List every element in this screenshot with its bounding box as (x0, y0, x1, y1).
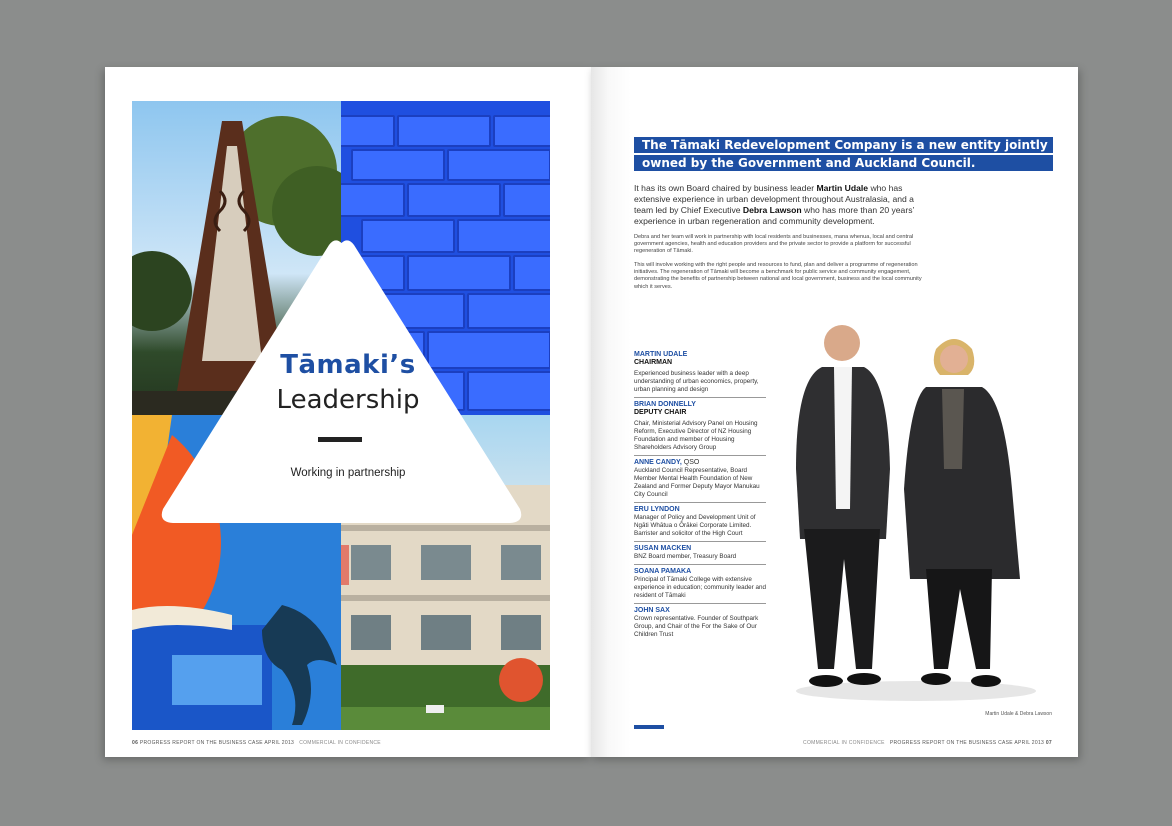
member-name: ANNE CANDY, QSO (634, 459, 700, 466)
intro-text-3: who has more than 20 years’ experience in urban regeneration and community development. (634, 205, 915, 226)
member-description: Crown representative. Founder of Southpark Group, and Chair of the For the Sake of Our Children Trust (634, 615, 759, 638)
board-members-list (634, 351, 766, 645)
photo-caption: Martin Udale & Debra Lawson (985, 711, 1052, 717)
member-item (634, 351, 766, 398)
member-role: DEPUTY CHAIR (634, 409, 687, 416)
title-divider (318, 437, 362, 442)
member-description: Experienced business leader with a deep understanding of urban economics, property, urban planning and design (634, 370, 759, 393)
right-page-number: 07 (1045, 740, 1052, 746)
left-page (105, 67, 591, 757)
member-name: BRIAN DONNELLY (634, 401, 696, 408)
intro-paragraph (634, 183, 924, 227)
member-role: CHAIRMAN (634, 359, 673, 366)
member-description: Manager of Policy and Development Unit of Ngāti Whātua o Ōrākei Corporate Limited. Barrister and solicitor of the High Court (634, 514, 756, 537)
intro-text-1: It has its own Board chaired by business leader (634, 183, 817, 193)
intro-text-2: who has extensive experience in urban development throughout Australasia, and a team led by Chief Executive (634, 183, 914, 215)
member-name: MARTIN UDALE (634, 351, 688, 358)
member-item (634, 568, 766, 604)
right-footer-report: PROGRESS REPORT ON THE BUSINESS CASE APRIL 2013 (889, 740, 1045, 746)
page-title-line1: Tāmaki’s (280, 350, 416, 380)
intro-name-ceo: Debra Lawson (742, 205, 802, 215)
page-title-line2: Leadership (276, 385, 420, 415)
member-item (634, 459, 766, 503)
headline-banner-line1: The Tāmaki Redevelopment Company is a new entity jointly (634, 137, 1053, 153)
intro-name-chair: Martin Udale (816, 183, 869, 193)
right-page (591, 67, 1078, 757)
member-item (634, 607, 766, 642)
member-description: BNZ Board member, Treasury Board (634, 553, 737, 560)
title-triangle (158, 237, 525, 525)
member-description: Auckland Council Representative, Board Member Mental Health Foundation of New Zealand and Former Deputy Mayor Manukau City Council (634, 467, 760, 498)
headline-banner-line2: owned by the Government and Auckland Council. (634, 155, 1053, 171)
body-paragraph-2: This will involve working with the right people and resources to fund, plan and deliver a programme of regeneration initiatives. The regeneration of Tāmaki will become a benchmark for public service and community engagement, demonstrating the benefits of partnership between national and local government, business and the local community which it serves. (634, 262, 922, 290)
member-name: ERU LYNDON (634, 506, 680, 513)
member-item (634, 545, 766, 565)
body-paragraph-1: Debra and her team will work in partnership with local residents and businesses, mana whenua, local and central government agencies, health and education providers and the private sector to provide a platform for successful regeneration of Tāmaki. (634, 234, 914, 255)
right-footer (803, 740, 1052, 746)
member-description: Chair, Ministerial Advisory Panel on Housing Reform, Executive Director of NZ Housing Foundation and member of Housing Shareholders Advisory Group (634, 420, 758, 451)
member-description: Principal of Tāmaki College with extensive experience in education; community leader and resident of Tāmaki (634, 576, 766, 599)
left-page-number: 06 (132, 740, 139, 746)
member-item (634, 401, 766, 456)
member-name: SOANA PAMAKA (634, 568, 692, 575)
right-footer-confidential: COMMERCIAL IN CONFIDENCE (803, 740, 885, 746)
page-subtitle: Working in partnership (290, 467, 406, 479)
leaders-photo (776, 319, 1056, 709)
member-item (634, 506, 766, 542)
member-name: JOHN SAX (634, 607, 670, 614)
member-name: SUSAN MACKEN (634, 545, 692, 552)
left-footer-report: PROGRESS REPORT ON THE BUSINESS CASE APRIL 2013 (139, 740, 295, 746)
left-footer-confidential: COMMERCIAL IN CONFIDENCE (299, 740, 381, 746)
accent-bar (634, 725, 664, 729)
left-footer (132, 740, 381, 746)
